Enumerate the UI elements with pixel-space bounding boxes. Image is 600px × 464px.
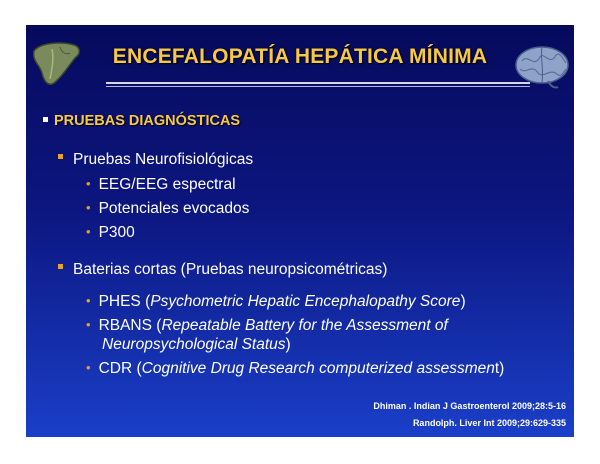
slide [26,25,574,437]
paren: ) [460,293,466,310]
title-divider-thin [106,86,530,87]
square-bullet-icon [43,117,48,122]
dot-bullet-icon: • [86,200,91,215]
square-bullet-icon [58,264,63,269]
group-label-text: Baterias cortas (Pruebas neuropsicométricas) [73,261,388,278]
expansion: Repeatable Battery for the Assessment of [161,317,448,334]
expansion: Cognitive Drug Research computerized assessmen [141,360,495,377]
title-divider [106,82,530,84]
paren: ( [156,317,162,334]
dot-bullet-icon: • [86,293,91,308]
list-item-phes [86,292,466,312]
abbr: CDR [98,360,133,377]
dot-bullet-icon: • [86,317,91,332]
reference-randolph: Randolph. Liver Int 2009;29:629-335 [412,418,566,428]
list-item-cdr [86,359,504,379]
group-label-text: Pruebas Neurofisiológicas [73,151,254,168]
liver-icon [30,41,82,87]
section-heading [43,113,240,129]
list-item-rbans [86,316,448,336]
list-item-text: P300 [98,224,135,241]
list-item-text: EEG/EEG espectral [98,176,236,193]
slide-title: ENCEFALOPATÍA HEPÁTICA MÍNIMA [112,45,488,68]
section-heading-text: PRUEBAS DIAGNÓSTICAS [54,113,241,129]
abbr: PHES [98,293,141,310]
group-label-neurophysiological [58,151,253,169]
paren: ( [136,360,142,377]
square-bullet-icon [58,154,63,159]
list-item [86,175,236,195]
dot-bullet-icon: • [86,176,91,191]
dot-bullet-icon: • [86,224,91,239]
group-label-short-batteries [58,261,387,279]
list-item-rbans-continued [102,336,291,354]
expansion: Psychometric Hepatic Encephalopathy Score [150,293,461,310]
paren: ( [145,293,151,310]
list-item-text: Potenciales evocados [98,200,250,217]
expansion-tail: t) [494,360,505,377]
paren: ) [285,336,291,353]
expansion: Neuropsychological Status [102,336,286,353]
list-item [86,199,249,219]
dot-bullet-icon: • [86,360,91,375]
list-item [86,223,135,243]
reference-dhiman: Dhiman . Indian J Gastroenterol 2009;28:5-16 [373,401,566,411]
abbr: RBANS [98,317,152,334]
